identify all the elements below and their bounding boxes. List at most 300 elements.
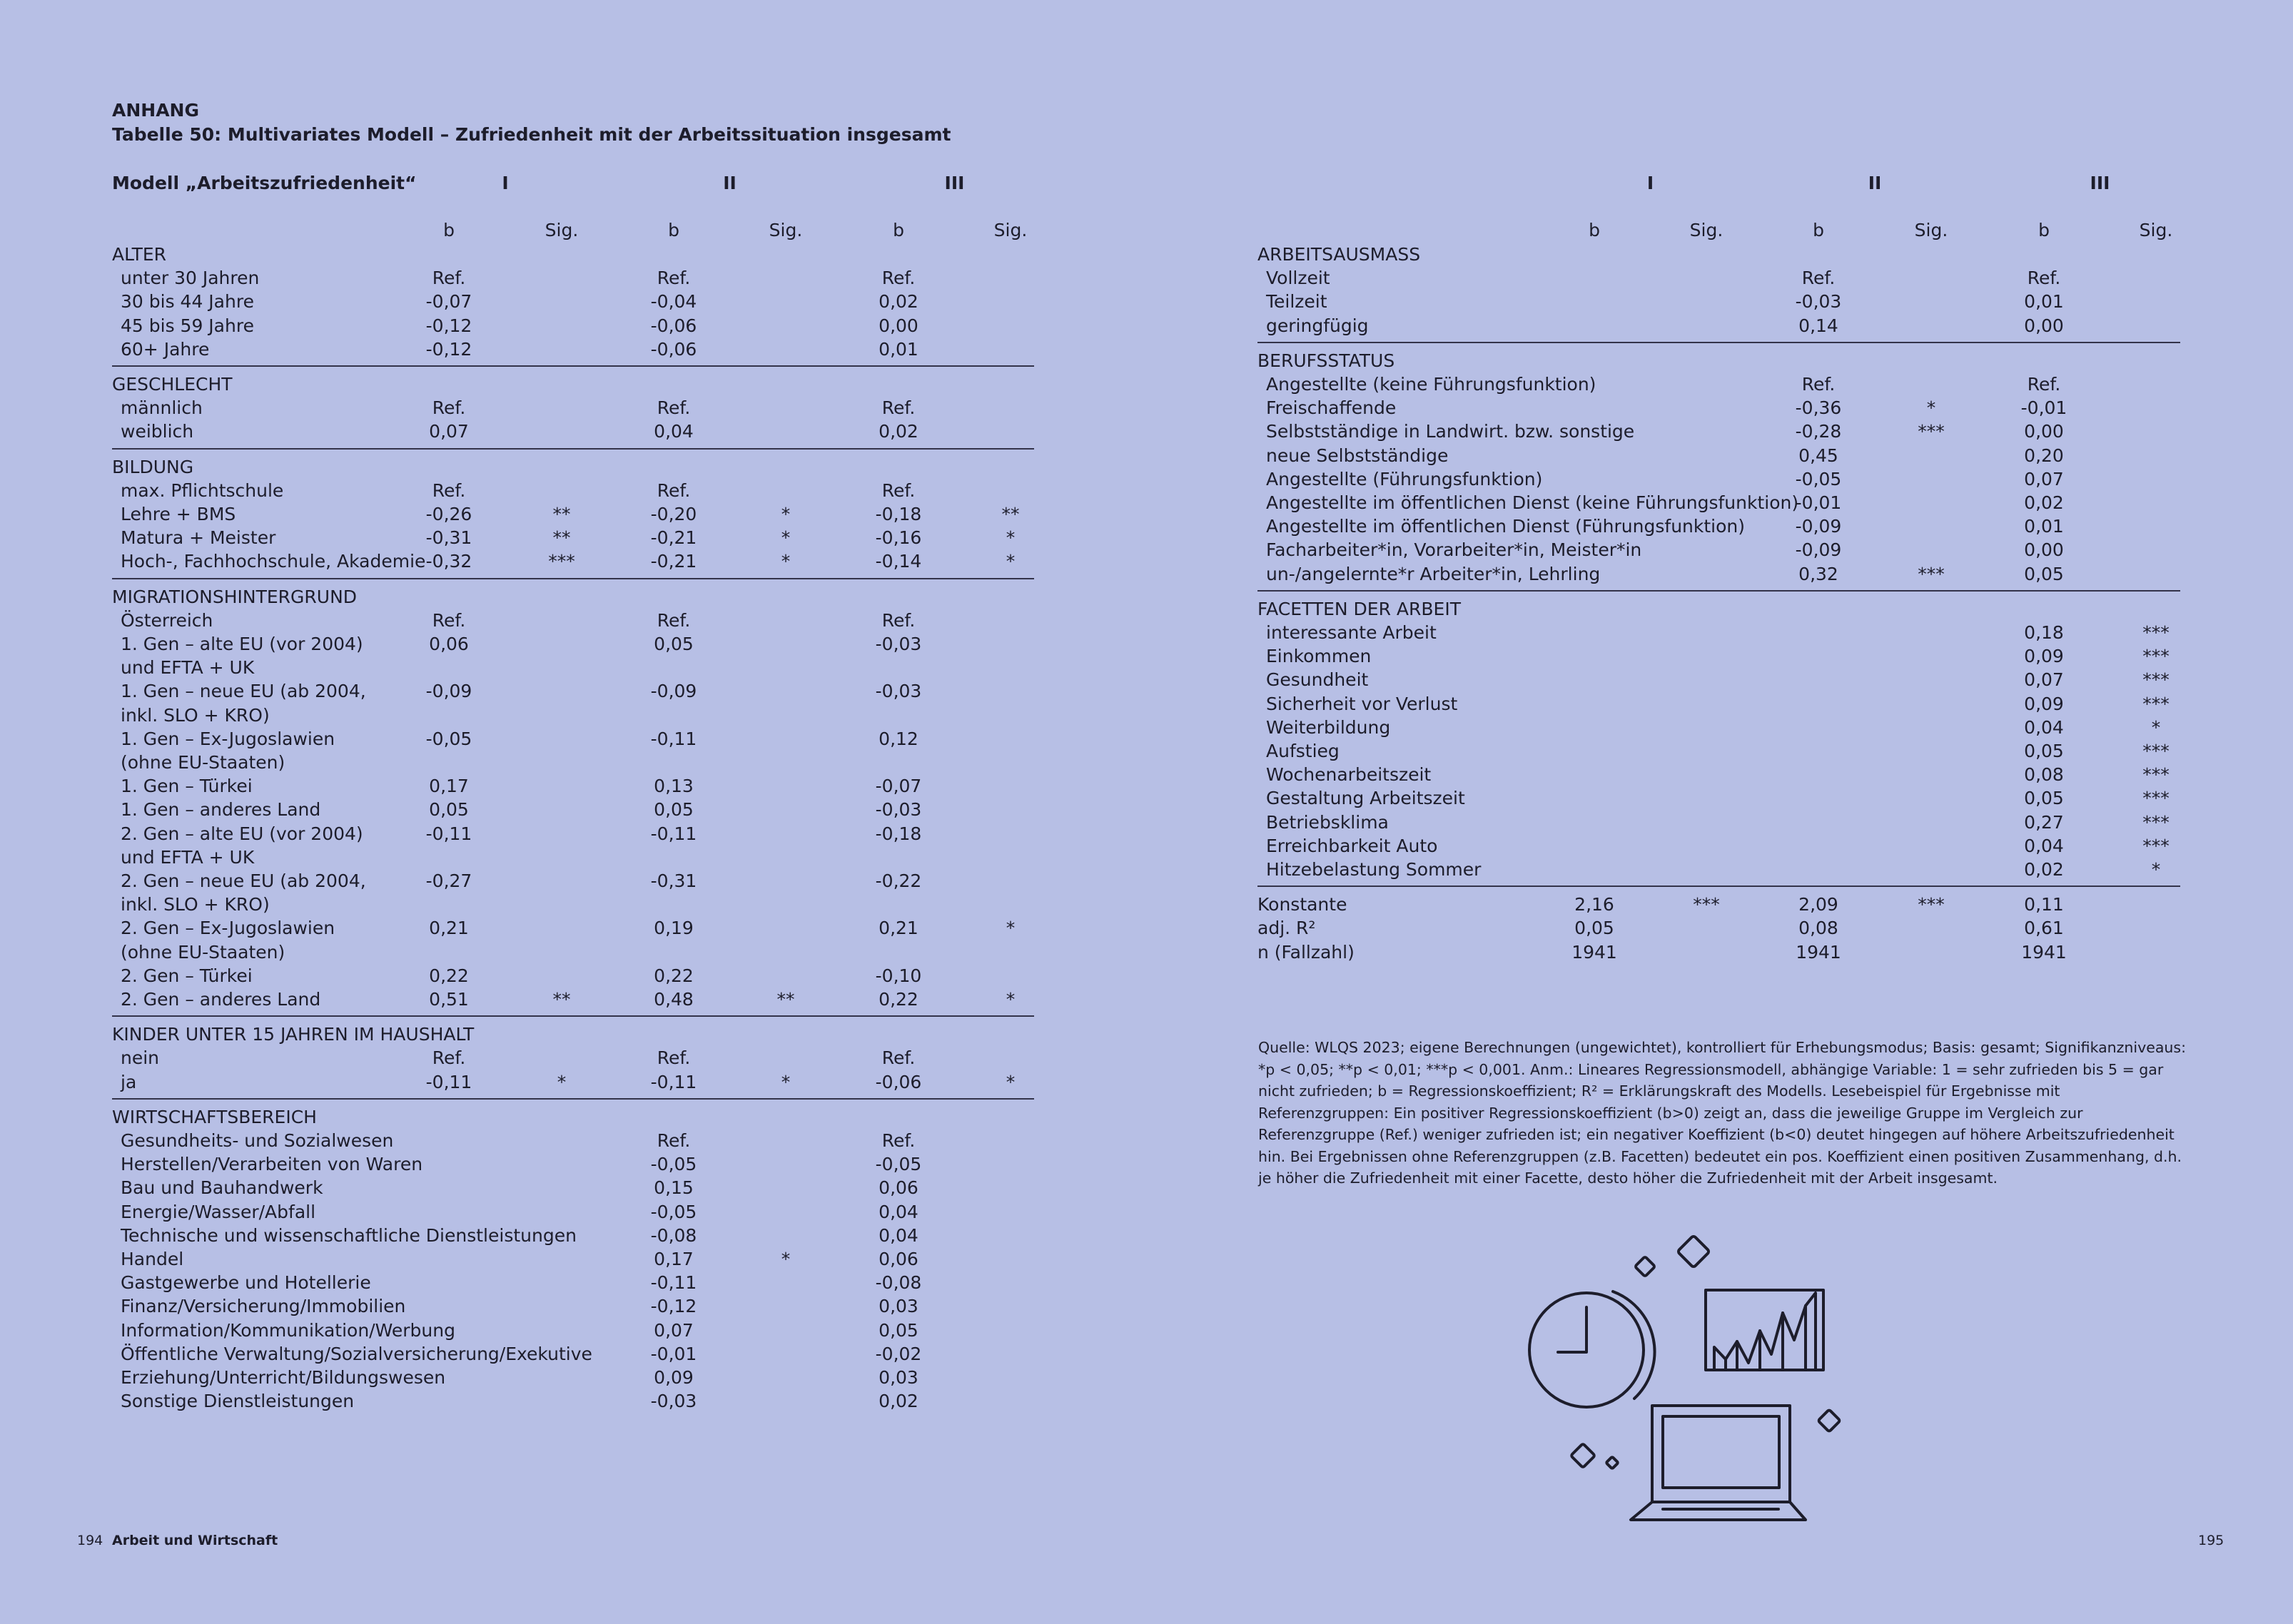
footer-section: Arbeit und Wirtschaft	[112, 1533, 278, 1548]
coefficient-value: 0,02	[879, 421, 918, 442]
coefficient-value: -0,11	[425, 823, 472, 844]
group-title: MIGRATIONSHINTERGRUND	[112, 586, 358, 607]
model-header: II	[1868, 173, 1882, 193]
group-title: BERUFSSTATUS	[1257, 350, 1395, 371]
coefficient-value: 0,27	[2024, 811, 2064, 833]
column-subheader: b	[1589, 220, 1600, 240]
coefficient-value: Ref.	[2027, 374, 2061, 395]
row-label: ja	[121, 1071, 137, 1092]
row-label: Facharbeiter*in, Vorarbeiter*in, Meister*in	[1266, 539, 1642, 561]
coefficient-value: 0,61	[2024, 918, 2064, 939]
table-row	[0, 467, 2293, 491]
table-row	[0, 266, 2293, 290]
table-row	[0, 491, 2293, 514]
row-label: Matura + Meister	[121, 527, 276, 549]
coefficient-value: -0,02	[875, 1343, 922, 1364]
coefficient-value: -0,01	[650, 1343, 697, 1364]
significance-value: *	[2151, 716, 2161, 738]
model-header: III	[2090, 173, 2110, 193]
coefficient-value: Ref.	[657, 268, 691, 289]
significance-value: ***	[2142, 811, 2170, 833]
table-row	[0, 514, 2293, 538]
coefficient-value: 0,21	[879, 918, 918, 939]
row-label: Finanz/Versicherung/Immobilien	[121, 1296, 406, 1317]
coefficient-value: -0,03	[650, 1391, 697, 1412]
row-label: Betriebsklima	[1266, 811, 1389, 833]
row-label: Gesundheits- und Sozialwesen	[121, 1130, 394, 1151]
row-label: interessante Arbeit	[1266, 622, 1437, 643]
row-label: max. Pflichtschule	[121, 479, 284, 501]
coefficient-value: 0,05	[429, 799, 469, 821]
row-label: Herstellen/Verarbeiten von Waren	[121, 1154, 423, 1175]
group-title: ARBEITSAUSMASS	[1257, 244, 1421, 265]
significance-value: *	[781, 1249, 791, 1269]
coefficient-value: -0,12	[650, 1296, 697, 1317]
coefficient-value: -0,11	[425, 1071, 472, 1092]
group-divider	[112, 365, 1034, 367]
significance-value: *	[2151, 859, 2161, 880]
significance-value: ***	[2142, 622, 2170, 643]
coefficient-value: -0,08	[875, 1272, 922, 1294]
table-row	[0, 858, 2293, 881]
coefficient-value: Ref.	[432, 397, 466, 419]
coefficient-value: 0,02	[879, 291, 918, 313]
significance-value: ***	[2142, 646, 2170, 667]
clock-icon	[1529, 1291, 1654, 1407]
group-divider	[1257, 885, 2180, 887]
coefficient-value: 0,05	[2024, 788, 2064, 809]
significance-value: *	[557, 1071, 567, 1092]
row-label: Sonstige Dienstleistungen	[121, 1391, 355, 1412]
coefficient-value: -0,03	[875, 681, 922, 702]
coefficient-value: Ref.	[881, 1047, 916, 1069]
coefficient-value: 0,22	[654, 965, 694, 986]
coefficient-value: 0,07	[654, 1319, 694, 1341]
significance-value: ***	[2142, 669, 2170, 691]
model-label: Modell „Arbeitszufriedenheit“	[112, 173, 417, 193]
column-subheader: b	[2038, 220, 2050, 240]
significance-value: *	[1006, 551, 1016, 572]
table-row	[0, 396, 2293, 420]
coefficient-value: Ref.	[432, 609, 466, 631]
coefficient-value: -0,09	[1795, 516, 1842, 537]
coefficient-value: 0,05	[1574, 918, 1614, 939]
row-label: Aufstieg	[1266, 741, 1340, 761]
coefficient-value: 0,04	[2024, 835, 2064, 856]
table-row	[0, 338, 2293, 361]
coefficient-value: 0,00	[2024, 421, 2064, 442]
coefficient-value: -0,27	[425, 871, 472, 891]
table-row	[0, 1294, 2293, 1318]
coefficient-value: 2,09	[1798, 894, 1838, 915]
row-label: n (Fallzahl)	[1257, 941, 1355, 963]
coefficient-value: 0,14	[1798, 315, 1838, 336]
table-row	[0, 290, 2293, 313]
column-subheader: b	[893, 220, 904, 240]
coefficient-value: 0,03	[879, 1367, 918, 1388]
row-label: inkl. SLO + KRO)	[121, 704, 270, 726]
coefficient-value: 0,04	[654, 421, 694, 442]
table-row	[0, 988, 2293, 1011]
table-row	[0, 716, 2293, 739]
coefficient-value: -0,05	[875, 1154, 922, 1175]
significance-value: ***	[2142, 835, 2170, 856]
coefficient-value: 0,32	[1798, 563, 1838, 584]
coefficient-value: Ref.	[657, 1130, 691, 1151]
coefficient-value: 0,07	[2024, 468, 2064, 489]
coefficient-value: -0,11	[650, 728, 697, 749]
coefficient-value: Ref.	[657, 1047, 691, 1069]
group-divider	[1257, 342, 2180, 343]
coefficient-value: 0,22	[879, 989, 918, 1010]
row-label: 1. Gen – neue EU (ab 2004,	[121, 681, 366, 702]
row-label: nein	[121, 1047, 160, 1069]
coefficient-value: 0,48	[654, 989, 694, 1010]
coefficient-value: Ref.	[1801, 374, 1836, 395]
coefficient-value: Ref.	[881, 479, 916, 501]
coefficient-value: -0,05	[650, 1201, 697, 1222]
model-header: I	[502, 173, 509, 193]
coefficient-value: -0,09	[1795, 539, 1842, 561]
row-label: 1. Gen – alte EU (vor 2004)	[121, 634, 363, 654]
coefficient-value: 0,07	[2024, 669, 2064, 691]
column-subheader: b	[443, 220, 455, 240]
coefficient-value: -0,06	[650, 338, 697, 360]
coefficient-value: 0,02	[879, 1391, 918, 1412]
coefficient-value: 0,22	[429, 965, 469, 986]
row-label: Selbstständige in Landwirt. bzw. sonstige	[1266, 421, 1635, 442]
coefficient-value: -0,01	[1795, 492, 1842, 513]
coefficient-value: 0,19	[654, 918, 694, 939]
coefficient-value: -0,31	[425, 527, 472, 549]
row-label: Öffentliche Verwaltung/Sozialversicherung/Exekutive	[121, 1343, 592, 1364]
table-row	[0, 1271, 2293, 1294]
coefficient-value: Ref.	[657, 479, 691, 501]
row-label: 2. Gen – Türkei	[121, 965, 253, 986]
table-row	[0, 644, 2293, 668]
row-label: 2. Gen – anderes Land	[121, 989, 321, 1010]
coefficient-value: Ref.	[881, 397, 916, 419]
table-row	[0, 786, 2293, 810]
row-label: 2. Gen – Ex-Jugoslawien	[121, 918, 335, 939]
row-label: Gestaltung Arbeitszeit	[1266, 788, 1465, 809]
coefficient-value: Ref.	[432, 1047, 466, 1069]
coefficient-value: Ref.	[432, 268, 466, 289]
table-row	[0, 314, 2293, 338]
significance-value: ***	[1918, 894, 1945, 915]
table-row	[0, 964, 2293, 988]
significance-value: **	[552, 989, 571, 1010]
coefficient-value: 0,02	[2024, 859, 2064, 880]
coefficient-value: -0,11	[650, 823, 697, 844]
coefficient-value: 0,17	[429, 776, 469, 797]
work-illustration	[1513, 1227, 1841, 1527]
row-label: Sicherheit vor Verlust	[1266, 693, 1458, 714]
coefficient-value: -0,14	[875, 551, 922, 572]
significance-value: *	[781, 551, 791, 572]
stats-row	[0, 893, 2293, 916]
model-header: II	[723, 173, 737, 193]
coefficient-value: 0,11	[2024, 894, 2064, 915]
significance-value: ***	[1918, 563, 1945, 584]
coefficient-value: -0,08	[650, 1224, 697, 1246]
coefficient-value: -0,06	[650, 315, 697, 336]
chart-icon	[1706, 1290, 1823, 1370]
coefficient-value: Ref.	[657, 397, 691, 419]
coefficient-value: 0,01	[2024, 291, 2064, 313]
coefficient-value: 0,06	[879, 1177, 918, 1199]
group-divider	[1257, 590, 2180, 592]
coefficient-value: 0,12	[879, 728, 918, 749]
coefficient-value: -0,09	[650, 681, 697, 702]
significance-value: **	[1001, 504, 1020, 524]
coefficient-value: 1941	[1571, 941, 1617, 963]
significance-value: ***	[2142, 741, 2170, 761]
table-row	[0, 420, 2293, 443]
coefficient-value: 0,15	[654, 1177, 694, 1199]
significance-value: *	[1006, 989, 1016, 1010]
significance-value: ***	[1693, 894, 1720, 915]
row-label: Erziehung/Unterricht/Bildungswesen	[121, 1367, 446, 1388]
coefficient-value: 0,03	[879, 1296, 918, 1317]
row-label: adj. R²	[1257, 918, 1316, 939]
row-label: Hitzebelastung Sommer	[1266, 859, 1482, 880]
table-row	[0, 739, 2293, 763]
row-label: Freischaffende	[1266, 397, 1397, 419]
significance-value: *	[781, 1071, 791, 1092]
page-number-right: 195	[2198, 1533, 2224, 1548]
row-label: Teilzeit	[1266, 291, 1327, 313]
significance-value: **	[776, 989, 795, 1010]
table-row	[0, 1247, 2293, 1271]
significance-value: ***	[1918, 421, 1945, 442]
row-label: Gastgewerbe und Hotellerie	[121, 1272, 371, 1294]
coefficient-value: Ref.	[2027, 268, 2061, 289]
row-label: neue Selbstständige	[1266, 445, 1449, 466]
row-label: Information/Kommunikation/Werbung	[121, 1319, 455, 1341]
coefficient-value: -0,03	[875, 799, 922, 821]
table-row	[0, 1342, 2293, 1366]
row-label: Erreichbarkeit Auto	[1266, 835, 1438, 856]
row-label: Angestellte (Führungsfunktion)	[1266, 468, 1543, 489]
model-header: I	[1646, 173, 1654, 193]
coefficient-value: 0,05	[654, 634, 694, 654]
coefficient-value: 0,00	[879, 315, 918, 336]
column-subheader: Sig.	[769, 220, 803, 240]
section-label: ANHANG	[112, 100, 199, 121]
row-label: Österreich	[121, 609, 213, 631]
coefficient-value: -0,04	[650, 291, 697, 313]
coefficient-value: Ref.	[1801, 268, 1836, 289]
coefficient-value: -0,21	[650, 551, 697, 572]
coefficient-value: Ref.	[881, 609, 916, 631]
row-label: Angestellte im öffentlichen Dienst (Führungsfunktion)	[1266, 516, 1745, 537]
group-title: ALTER	[112, 244, 167, 265]
significance-value: *	[781, 527, 791, 549]
coefficient-value: 0,08	[1798, 918, 1838, 939]
table-row	[0, 1200, 2293, 1224]
coefficient-value: -0,11	[650, 1071, 697, 1092]
table-row	[0, 621, 2293, 644]
table-row	[0, 763, 2293, 786]
row-label: Einkommen	[1266, 646, 1372, 667]
significance-value: ***	[2142, 693, 2170, 714]
significance-value: *	[1006, 1071, 1016, 1092]
coefficient-value: 0,05	[2024, 563, 2064, 584]
table-row	[0, 538, 2293, 562]
row-label: und EFTA + UK	[121, 657, 255, 679]
significance-value: **	[552, 504, 571, 524]
coefficient-value: -0,32	[425, 551, 472, 572]
coefficient-value: 0,05	[654, 799, 694, 821]
group-title: GESCHLECHT	[112, 374, 233, 395]
coefficient-value: 0,01	[2024, 516, 2064, 537]
row-label: Bau und Bauhandwerk	[121, 1177, 323, 1199]
coefficient-value: 0,05	[879, 1319, 918, 1341]
model-header: III	[944, 173, 965, 193]
coefficient-value: 0,04	[879, 1224, 918, 1246]
coefficient-value: 0,04	[879, 1201, 918, 1222]
coefficient-value: -0,18	[875, 823, 922, 844]
row-label: 60+ Jahre	[121, 338, 210, 360]
row-label: Energie/Wasser/Abfall	[121, 1201, 316, 1222]
coefficient-value: -0,31	[650, 871, 697, 891]
row-label: Lehre + BMS	[121, 504, 236, 524]
column-subheader: Sig.	[1914, 220, 1948, 240]
coefficient-value: -0,05	[1795, 468, 1842, 489]
page-number-left: 194	[77, 1533, 103, 1548]
column-subheader: Sig.	[993, 220, 1028, 240]
table-row	[0, 668, 2293, 691]
table-row	[0, 562, 2293, 586]
table-row	[0, 834, 2293, 858]
row-label: Hoch-, Fachhochschule, Akademie	[121, 551, 426, 572]
coefficient-value: Ref.	[432, 479, 466, 501]
coefficient-value: 0,45	[1798, 445, 1838, 466]
row-label: unter 30 Jahren	[121, 268, 260, 289]
coefficient-value: 0,01	[879, 338, 918, 360]
column-subheader: Sig.	[1689, 220, 1723, 240]
coefficient-value: 1941	[1796, 941, 1841, 963]
coefficient-value: -0,22	[875, 871, 922, 891]
coefficient-value: -0,05	[425, 728, 472, 749]
coefficient-value: -0,36	[1795, 397, 1842, 419]
coefficient-value: 1941	[2021, 941, 2067, 963]
table-row	[0, 811, 2293, 834]
coefficient-value: 0,06	[879, 1249, 918, 1269]
row-label: inkl. SLO + KRO)	[121, 894, 270, 915]
coefficient-value: 0,51	[429, 989, 469, 1010]
coefficient-value: 0,00	[2024, 315, 2064, 336]
column-subheader: b	[668, 220, 679, 240]
significance-value: *	[781, 504, 791, 524]
coefficient-value: 0,21	[429, 918, 469, 939]
coefficient-value: -0,28	[1795, 421, 1842, 442]
coefficient-value: 2,16	[1574, 894, 1614, 915]
stats-row	[0, 940, 2293, 964]
coefficient-value: -0,20	[650, 504, 697, 524]
significance-value: *	[1006, 918, 1016, 939]
column-subheader: Sig.	[545, 220, 579, 240]
row-label: weiblich	[121, 421, 194, 442]
row-label: Angestellte (keine Führungsfunktion)	[1266, 374, 1596, 395]
coefficient-value: -0,10	[875, 965, 922, 986]
row-label: Wochenarbeitszeit	[1266, 764, 1432, 786]
row-label: 1. Gen – anderes Land	[121, 799, 321, 821]
row-label: Konstante	[1257, 894, 1347, 915]
row-label: und EFTA + UK	[121, 846, 255, 868]
coefficient-value: 0,09	[2024, 693, 2064, 714]
row-label: 2. Gen – alte EU (vor 2004)	[121, 823, 363, 844]
coefficient-value: 0,08	[2024, 764, 2064, 786]
table-row	[0, 372, 2293, 396]
row-label: (ohne EU-Staaten)	[121, 752, 285, 773]
table-row	[0, 692, 2293, 716]
group-divider	[112, 1015, 1034, 1017]
group-title: FACETTEN DER ARBEIT	[1257, 598, 1461, 619]
row-label: un-/angelernte*r Arbeiter*in, Lehrling	[1266, 563, 1601, 584]
coefficient-value: 0,09	[2024, 646, 2064, 667]
coefficient-value: -0,12	[425, 315, 472, 336]
column-subheader: Sig.	[2139, 220, 2173, 240]
significance-value: ***	[548, 551, 575, 572]
table-row	[0, 444, 2293, 467]
significance-value: *	[1006, 527, 1016, 549]
row-label: Technische und wissenschaftliche Dienstleistungen	[121, 1224, 577, 1246]
column-subheader: b	[1813, 220, 1824, 240]
coefficient-value: 0,04	[2024, 716, 2064, 738]
group-title: BILDUNG	[112, 456, 194, 477]
coefficient-value: 0,20	[2024, 445, 2064, 466]
row-label: Vollzeit	[1266, 268, 1330, 289]
coefficient-value: -0,21	[650, 527, 697, 549]
laptop-icon	[1631, 1406, 1806, 1520]
row-label: Weiterbildung	[1266, 716, 1391, 738]
row-label: (ohne EU-Staaten)	[121, 941, 285, 963]
coefficient-value: 0,05	[2024, 741, 2064, 761]
coefficient-value: Ref.	[657, 609, 691, 631]
coefficient-value: 0,02	[2024, 492, 2064, 513]
coefficient-value: -0,18	[875, 504, 922, 524]
coefficient-value: -0,03	[875, 634, 922, 654]
coefficient-value: 0,17	[654, 1249, 694, 1269]
stats-row	[0, 916, 2293, 940]
coefficient-value: Ref.	[881, 268, 916, 289]
significance-value: *	[1926, 397, 1936, 419]
coefficient-value: 0,00	[2024, 539, 2064, 561]
coefficient-value: -0,09	[425, 681, 472, 702]
significance-value: ***	[2142, 788, 2170, 809]
coefficient-value: -0,16	[875, 527, 922, 549]
coefficient-value: -0,01	[2020, 397, 2067, 419]
group-title: KINDER UNTER 15 JAHREN IM HAUSHALT	[112, 1024, 475, 1045]
table-row	[0, 1366, 2293, 1389]
coefficient-value: -0,11	[650, 1272, 697, 1294]
coefficient-value: 0,13	[654, 776, 694, 797]
coefficient-value: 0,07	[429, 421, 469, 442]
coefficient-value: -0,26	[425, 504, 472, 524]
table-row	[0, 1224, 2293, 1247]
row-label: 30 bis 44 Jahre	[121, 291, 254, 313]
group-divider	[112, 1098, 1034, 1100]
row-label: Handel	[121, 1249, 184, 1269]
coefficient-value: Ref.	[881, 1130, 916, 1151]
coefficient-value: 0,06	[429, 634, 469, 654]
row-label: Angestellte im öffentlichen Dienst (keine Führungsfunktion)	[1266, 492, 1799, 513]
row-label: 1. Gen – Türkei	[121, 776, 253, 797]
coefficient-value: -0,06	[875, 1071, 922, 1092]
coefficient-value: 0,09	[654, 1367, 694, 1388]
